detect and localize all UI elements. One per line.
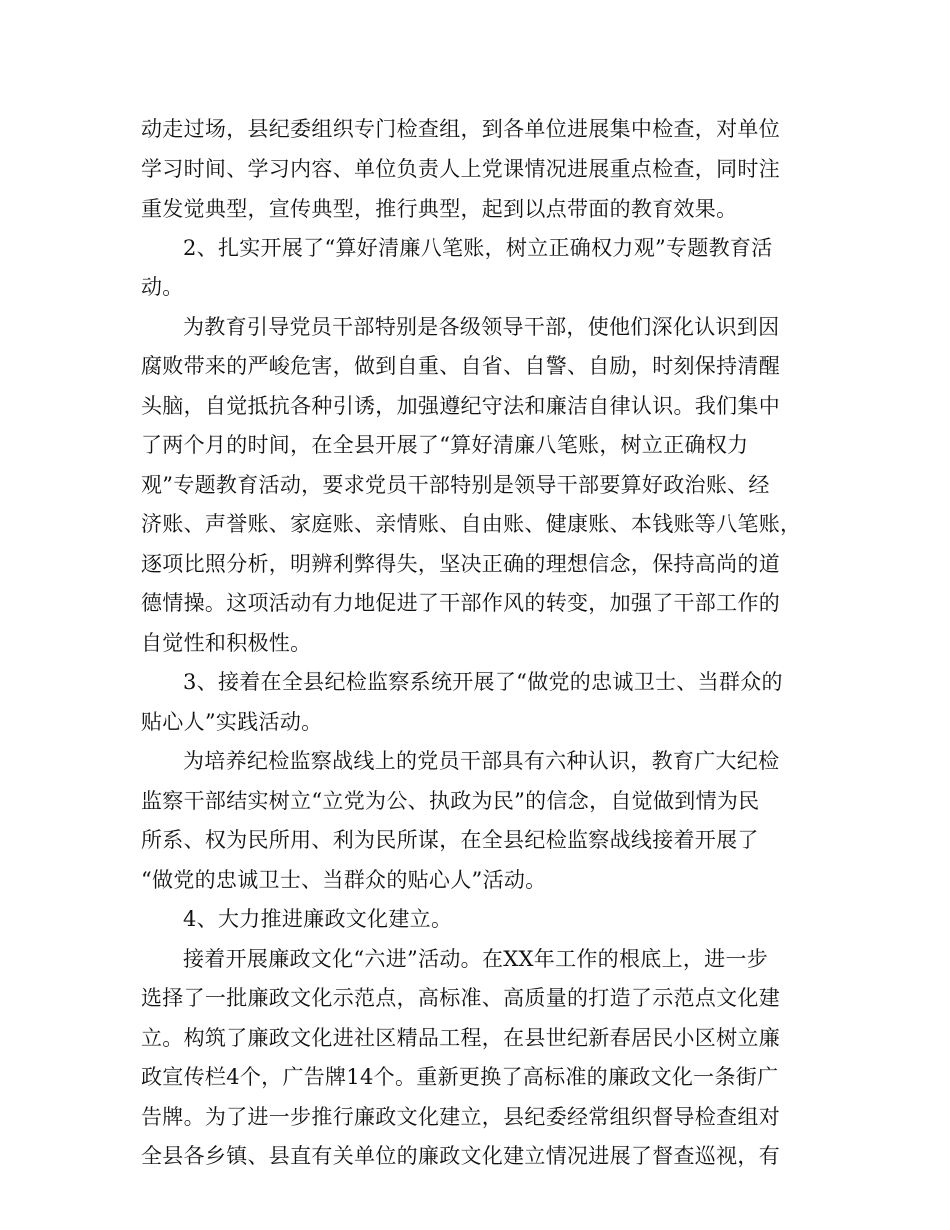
text-line: 动。	[141, 275, 184, 299]
text-line: 逐项比照分析，明辨利弊得失，坚决正确的理想信念，保持高尚的道	[141, 552, 780, 576]
text-line: 济账、声誉账、家庭账、亲情账、自由账、健康账、本钱账等八笔账，	[141, 512, 802, 536]
paragraph-start: 为教育引导党员干部特别是各级领导干部，使他们深化认识到因	[183, 315, 780, 339]
text-line: 学习时间、学习内容、单位负责人上党课情况进展重点检查，同时注	[141, 157, 780, 181]
text-line: 自觉性和积极性。	[141, 631, 312, 655]
text-line: 观”专题教育活动，要求党员干部特别是领导干部要算好政治账、经	[141, 473, 770, 497]
text-line: 全县各乡镇、县直有关单位的廉政文化建立情况进展了督查巡视，有	[141, 1144, 780, 1168]
text-line: “做党的忠诚卫士、当群众的贴心人”活动。	[141, 868, 547, 892]
text-line: 贴心人”实践活动。	[141, 710, 323, 734]
text-line: 重发觉典型，宣传典型，推行典型，起到以点带面的教育效果。	[141, 197, 738, 221]
text-line: 政宣传栏4个，广告牌14个。重新更换了高标准的廉政文化一条街广	[141, 1065, 779, 1089]
text-line: 所系、权为民所用、利为民所谋，在全县纪检监察战线接着开展了	[141, 828, 759, 852]
paragraph-start: 接着开展廉政文化“六进”活动。在XX年工作的根底上，进一步	[183, 947, 769, 971]
text-line: 了两个月的时间，在全县开展了“算好清廉八笔账，树立正确权力	[141, 433, 749, 457]
text-line: 动走过场，县纪委组织专门检查组，到各单位进展集中检查，对单位	[141, 117, 780, 141]
paragraph-start: 为培养纪检监察战线上的党员干部具有六种认识，教育广大纪检	[183, 749, 780, 773]
text-line: 立。构筑了廉政文化进社区精品工程，在县世纪新春居民小区树立廉	[141, 1026, 780, 1050]
section-heading-4: 4、大力推进廉政文化建立。	[183, 907, 453, 931]
text-line: 德情操。这项活动有力地促进了干部作风的转变，加强了干部工作的	[141, 591, 780, 615]
text-line: 监察干部结实树立“立党为公、执政为民”的信念，自觉做到情为民	[141, 789, 760, 813]
text-line: 腐败带来的严峻危害，做到自重、自省、自警、自励，时刻保持清醒	[141, 354, 780, 378]
section-heading-2: 2、扎实开展了“算好清廉八笔账，树立正确权力观”专题教育活	[183, 236, 773, 260]
section-heading-3: 3、接着在全县纪检监察系统开展了“做党的忠诚卫士、当群众的	[183, 670, 783, 694]
text-line: 选择了一批廉政文化示范点，高标准、高质量的打造了示范点文化建	[141, 986, 780, 1010]
text-line: 头脑，自觉抵抗各种引诱，加强遵纪守法和廉洁自律认识。我们集中	[141, 394, 780, 418]
text-line: 告牌。为了进一步推行廉政文化建立，县纪委经常组织督导检查组对	[141, 1105, 780, 1129]
